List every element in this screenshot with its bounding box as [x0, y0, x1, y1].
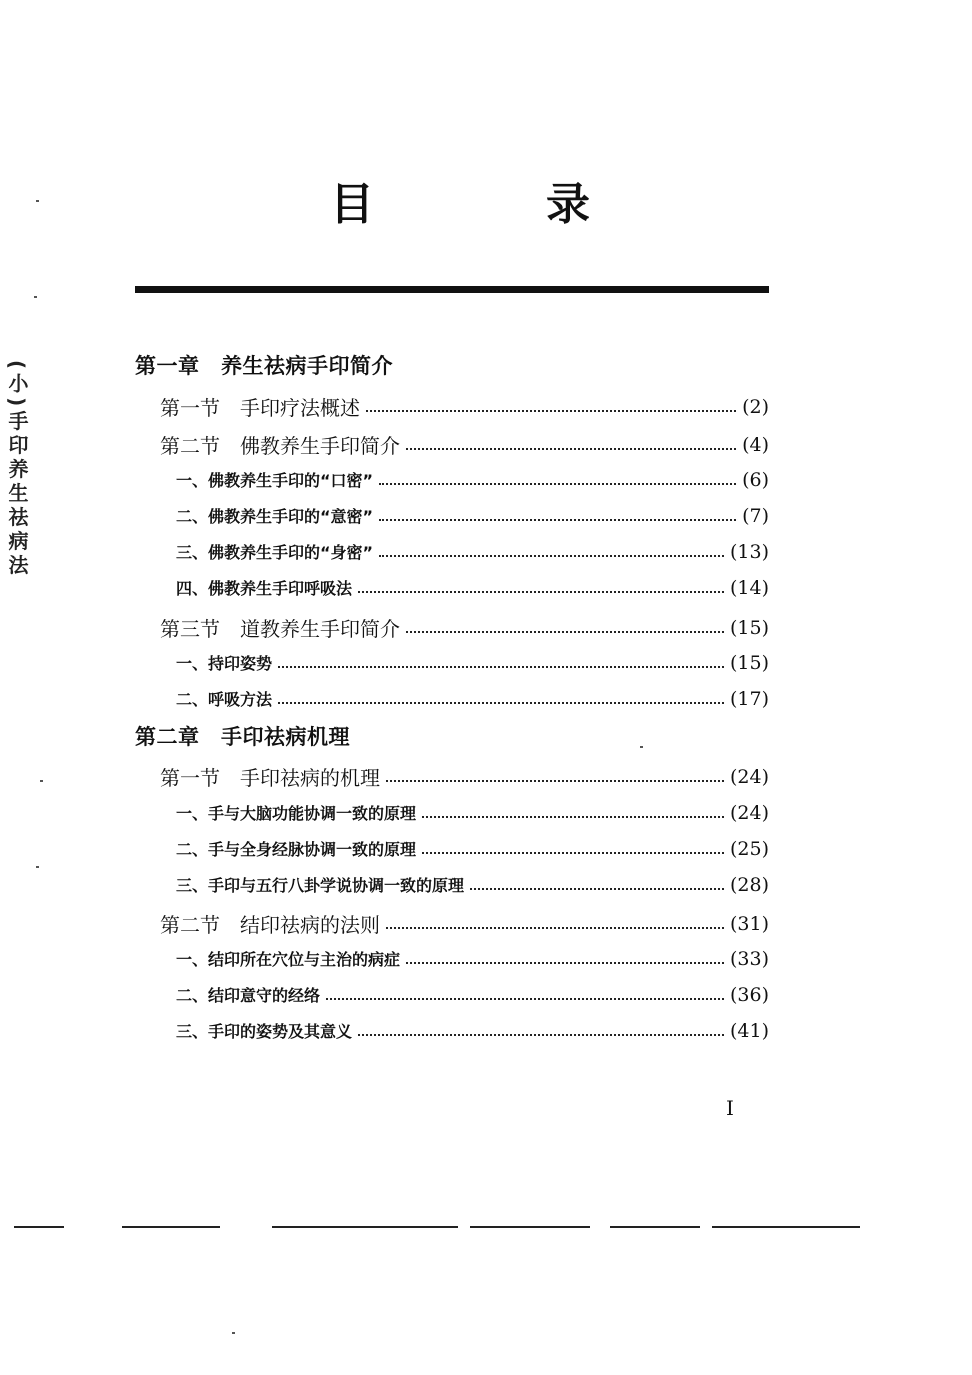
- toc-item: [176, 801, 769, 824]
- toc-page: (24): [729, 765, 769, 788]
- leader-dots: [278, 702, 724, 704]
- toc-section: [160, 613, 769, 642]
- toc-label: 一、结印所在穴位与主治的病症: [176, 950, 401, 969]
- toc-page: (33): [729, 947, 769, 970]
- toc-item: [176, 468, 769, 491]
- title-char-left: 目: [330, 179, 374, 230]
- leader-dots: [379, 519, 736, 521]
- scan-edge-line: [122, 1226, 220, 1228]
- toc-item: [176, 983, 769, 1006]
- leader-dots: [422, 852, 724, 854]
- page-title: [330, 170, 590, 230]
- scan-edge-line: [272, 1226, 458, 1228]
- toc-label: 二、呼吸方法: [176, 690, 273, 709]
- leader-dots: [358, 591, 724, 593]
- toc-section: [160, 430, 769, 459]
- toc-page: (4): [742, 433, 769, 456]
- toc-item: [176, 1019, 769, 1042]
- toc-label: 二、手与全身经脉协调一致的原理: [176, 840, 417, 859]
- toc-page: (15): [729, 651, 769, 674]
- toc-label: 第二节 结印祛病的法则: [160, 913, 380, 937]
- toc-item: [176, 504, 769, 527]
- scan-edge-line: [610, 1226, 700, 1228]
- toc-label: 三、手印与五行八卦学说协调一致的原理: [176, 876, 465, 895]
- toc-page: (25): [729, 837, 769, 860]
- toc-item: [176, 873, 769, 896]
- toc-label: 一、持印姿势: [176, 654, 273, 673]
- toc-label: 第三节 道教养生手印简介: [160, 617, 400, 641]
- toc-page: (6): [742, 468, 769, 491]
- leader-dots: [470, 888, 724, 890]
- toc-label: 四、佛教养生手印呼吸法: [176, 579, 353, 598]
- toc-item: [176, 947, 769, 970]
- toc-label: 二、佛教养生手印的“意密”: [176, 507, 374, 526]
- chapter-label: 第二章 手印祛病机理: [135, 725, 350, 749]
- toc-page: (36): [729, 983, 769, 1006]
- scan-speck: [36, 200, 39, 202]
- toc-section: [160, 909, 769, 938]
- toc-item: [176, 540, 769, 563]
- leader-dots: [366, 410, 736, 412]
- toc-label: 三、佛教养生手印的“身密”: [176, 543, 374, 562]
- toc-page: (31): [729, 912, 769, 935]
- toc-label: 第一节 手印祛病的机理: [160, 766, 380, 790]
- toc-page: (2): [742, 395, 769, 418]
- leader-dots: [422, 816, 724, 818]
- leader-dots: [278, 666, 724, 668]
- toc-item: [176, 687, 769, 710]
- toc-page: (28): [729, 873, 769, 896]
- toc-page: (24): [729, 801, 769, 824]
- leader-dots: [326, 998, 724, 1000]
- scan-edge-line: [470, 1226, 590, 1228]
- toc-label: 三、手印的姿势及其意义: [176, 1022, 353, 1041]
- scan-speck: [40, 780, 43, 782]
- spine-running-title: (小)手印养生祛病法: [5, 360, 29, 579]
- title-rule: [135, 286, 769, 293]
- toc-label: 第一节 手印疗法概述: [160, 396, 360, 420]
- scan-speck: [36, 866, 39, 868]
- toc-section: [160, 392, 769, 421]
- leader-dots: [379, 555, 724, 557]
- toc-page: (17): [729, 687, 769, 710]
- leader-dots: [386, 927, 724, 929]
- chapter-heading: [135, 721, 769, 751]
- scan-speck: [232, 1332, 235, 1334]
- toc-item: [176, 837, 769, 860]
- title-char-right: 录: [546, 179, 590, 230]
- toc-page: (14): [729, 576, 769, 599]
- scan-speck: [34, 296, 37, 298]
- leader-dots: [358, 1034, 724, 1036]
- toc-page: (7): [742, 504, 769, 527]
- toc-section: [160, 762, 769, 791]
- toc-label: 二、结印意守的经络: [176, 986, 321, 1005]
- chapter-label: 第一章 养生祛病手印简介: [135, 354, 393, 378]
- toc-item: [176, 576, 769, 599]
- toc-page: (15): [729, 616, 769, 639]
- toc-page: (13): [729, 540, 769, 563]
- leader-dots: [406, 448, 736, 450]
- toc-label: 一、佛教养生手印的“口密”: [176, 471, 374, 490]
- toc-label: 一、手与大脑功能协调一致的原理: [176, 804, 417, 823]
- leader-dots: [386, 780, 724, 782]
- toc-label: 第二节 佛教养生手印简介: [160, 434, 400, 458]
- toc-item: [176, 651, 769, 674]
- toc-page: (41): [729, 1019, 769, 1042]
- page-folio: I: [726, 1096, 734, 1120]
- scan-edge-line: [14, 1226, 64, 1228]
- leader-dots: [406, 962, 724, 964]
- scan-edge-line: [712, 1226, 860, 1228]
- leader-dots: [379, 483, 736, 485]
- chapter-heading: [135, 350, 769, 380]
- scan-speck: [640, 746, 643, 748]
- leader-dots: [406, 631, 724, 633]
